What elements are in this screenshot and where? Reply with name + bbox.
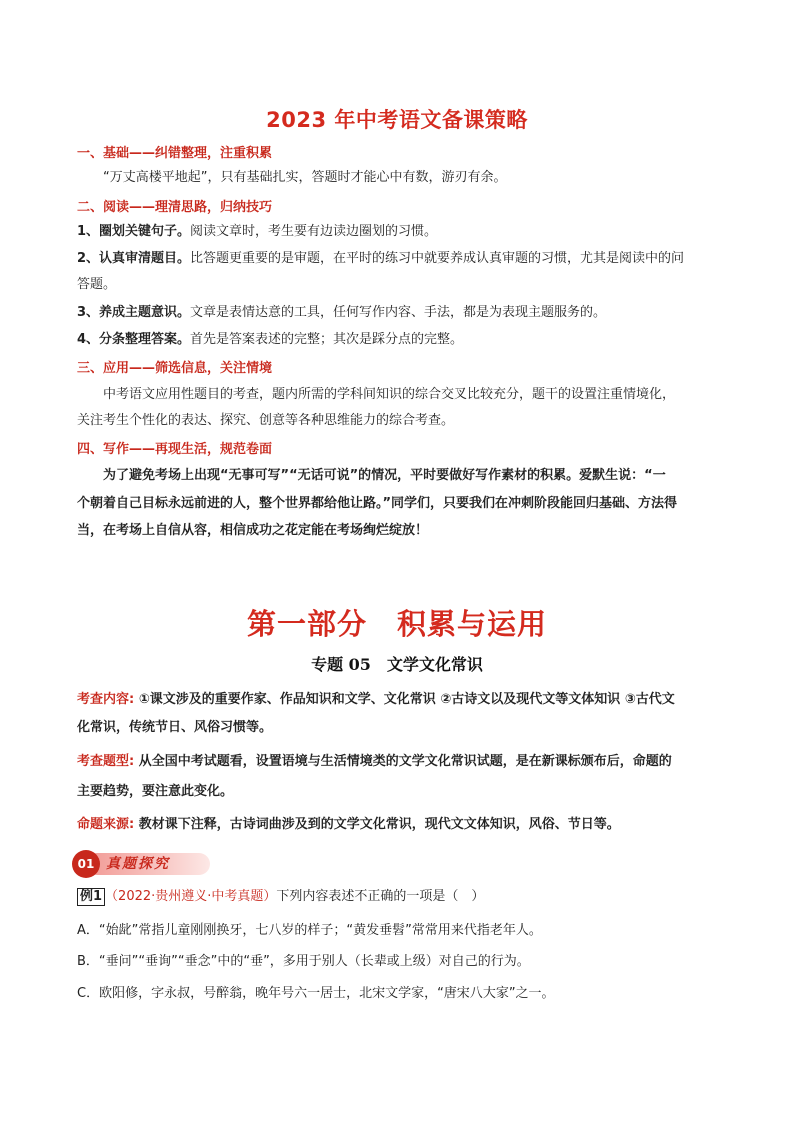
reading-item-2-text: 比答题更重要的是审题，在平时的练习中就要养成认真审题的习惯，尤其是阅读中的问 — [190, 251, 685, 266]
question-source-line — [77, 815, 727, 835]
document-title: 2023 年中考语文备课策略 — [266, 108, 528, 132]
question-source-text: 教材课下注释，古诗词曲涉及到的文学文化常识，现代文文体知识，风俗、节日等。 — [134, 817, 620, 832]
example-tag: 例1 — [77, 888, 105, 906]
reading-item-1-lead: 1、圈划关键句子。 — [77, 224, 191, 239]
badge-text: 真题探究 — [106, 856, 170, 872]
example-stem: 下列内容表述不正确的一项是（ ） — [276, 889, 485, 904]
section-basics-paragraph: “万丈高楼平地起”，只有基础扎实，答题时才能心中有数，游刃有余。 — [103, 170, 507, 185]
reading-item-1-text: 阅读文章时，考生要有边读边圈划的习惯。 — [190, 224, 438, 239]
writing-paragraph-line-2: 个朝着自己目标永远前进的人，整个世界都给他让路。”同学们，只要我们在冲刺阶段能回归基础、方法得 — [77, 496, 678, 511]
reading-item-4-lead: 4、分条整理答案。 — [77, 332, 191, 347]
exam-content-line-1 — [77, 690, 727, 710]
section-heading-application: 三、应用——筛选信息，关注情境 — [77, 361, 273, 376]
exam-content-text: ①课文涉及的重要作家、作品知识和文学、文化常识 ②古诗文以及现代文等文体知识 ③古代文 — [134, 692, 675, 707]
writing-paragraph-line-1: 为了避免考场上出现“无事可写”“无话可说”的情况，平时要做好写作素材的积累。爱默生说：“一 — [103, 468, 666, 483]
question-source-label: 命题来源: — [77, 817, 135, 832]
exam-type-line-2: 主要趋势，要注意此变化。 — [77, 784, 234, 799]
application-paragraph-line-2: 关注考生个性化的表达、探究、创意等各种思维能力的综合考查。 — [77, 413, 455, 428]
section-badge — [72, 850, 210, 878]
reading-item-1 — [77, 222, 727, 242]
reading-item-3-lead: 3、养成主题意识。 — [77, 305, 191, 320]
part-title: 第一部分 积累与运用 — [246, 607, 547, 641]
section-heading-writing: 四、写作——再现生活，规范卷面 — [77, 442, 273, 457]
exam-content-line-2: 化常识，传统节日、风俗习惯等。 — [77, 720, 273, 735]
exam-content-label: 考查内容: — [77, 692, 135, 707]
example-source: （2022·贵州遵义·中考真题） — [105, 889, 277, 904]
topic-title: 专题 05 文学文化常识 — [311, 655, 483, 674]
section-heading-basics: 一、基础——纠错整理，注重积累 — [77, 146, 273, 161]
example-question — [77, 887, 727, 907]
option-b: B．“垂问”“垂询”“垂念”中的“垂”，多用于别人（长辈或上级）对自己的行为。 — [77, 954, 530, 969]
reading-item-3 — [77, 303, 727, 323]
section-heading-reading: 二、阅读——理清思路，归纳技巧 — [77, 200, 273, 215]
option-c: C．欧阳修，字永叔，号醉翁，晚年号六一居士，北宋文学家，“唐宋八大家”之一。 — [77, 986, 555, 1001]
application-paragraph-line-1: 中考语文应用性题目的考查，题内所需的学科间知识的综合交叉比较充分，题干的设置注重情境化， — [103, 387, 676, 402]
option-a: A．“始龀”常指儿童刚刚换牙，七八岁的样子；“黄发垂髫”常常用来代指老年人。 — [77, 923, 542, 938]
reading-item-3-text: 文章是表情达意的工具，任何写作内容、手法，都是为表现主题服务的。 — [190, 305, 607, 320]
writing-paragraph-line-3: 当，在考场上自信从容，相信成功之花定能在考场绚烂绽放！ — [77, 523, 429, 538]
exam-type-text: 从全国中考试题看，设置语境与生活情境类的文学文化常识试题，是在新课标颁布后，命题的 — [134, 754, 672, 769]
badge-number: 01 — [72, 850, 100, 878]
reading-item-2-continued: 答题。 — [77, 277, 117, 292]
reading-item-2-lead: 2、认真审清题目。 — [77, 251, 191, 266]
reading-item-4 — [77, 330, 727, 350]
reading-item-4-text: 首先是答案表述的完整；其次是踩分点的完整。 — [190, 332, 464, 347]
exam-type-label: 考查题型: — [77, 754, 135, 769]
exam-type-line-1 — [77, 752, 727, 772]
reading-item-2 — [77, 249, 727, 269]
